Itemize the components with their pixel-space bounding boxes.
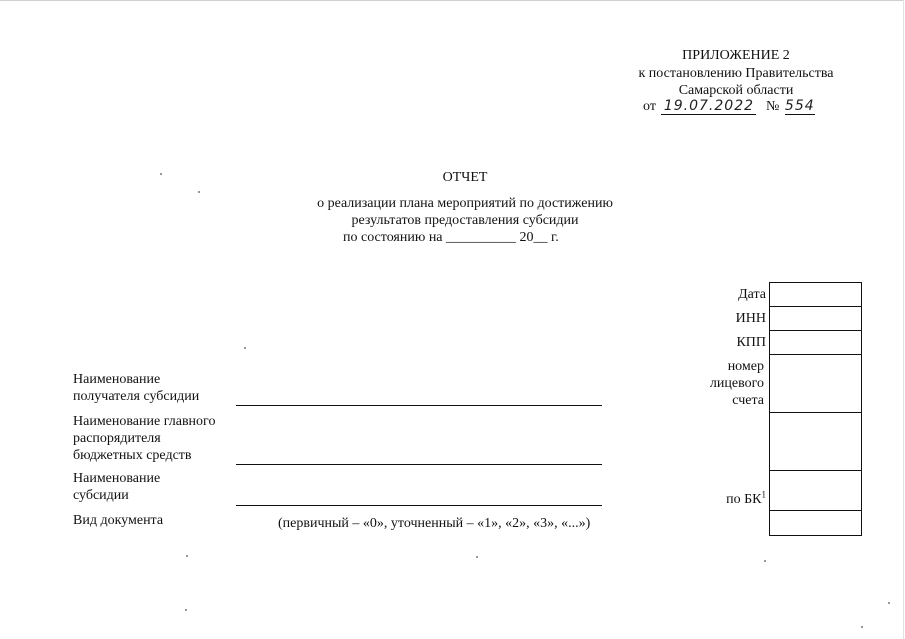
manager-label-1: Наименование главного (73, 414, 216, 429)
recipient-input-line[interactable] (236, 405, 602, 406)
year-suffix: г. (551, 230, 559, 245)
manager-label-3: бюджетных средств (73, 448, 192, 463)
page-top-edge (0, 0, 903, 1)
subsidy-label-1: Наименование (73, 471, 161, 486)
scan-speck (764, 560, 766, 562)
appendix-line-2: Самарской области (678, 83, 794, 98)
subsidy-label-2: субсидии (73, 488, 129, 503)
appendix-line-1: к постановлению Правительства (638, 66, 834, 81)
report-title: ОТЧЕТ (442, 170, 488, 185)
date-label: Дата (738, 287, 766, 302)
as-of-label: по состоянию на (343, 230, 443, 245)
report-subtitle-line-1: о реализации плана мероприятий по достижению (317, 196, 613, 211)
appendix-title: ПРИЛОЖЕНИЕ 2 (682, 48, 790, 63)
year-blank: __ (533, 230, 548, 245)
bk-label-text: по БК (726, 492, 762, 507)
codes-table (769, 282, 862, 536)
scan-speck (198, 191, 200, 193)
account-label-1: номер (727, 359, 764, 374)
inn-cell[interactable] (770, 307, 861, 331)
account-cell[interactable] (770, 355, 861, 413)
account-label-2: лицевого (709, 376, 764, 391)
scan-speck (861, 626, 863, 628)
doc-type-hint: (первичный – «0», уточненный – «1», «2», «3», «...») (278, 516, 591, 531)
year-prefix: 20 (519, 230, 534, 245)
appendix-date-row (643, 99, 815, 115)
as-of-row (343, 230, 559, 246)
number-label: № (765, 99, 780, 114)
bk-cell[interactable] (770, 471, 861, 511)
kpp-label: КПП (736, 335, 766, 350)
date-cell[interactable] (770, 283, 861, 307)
scan-speck (888, 602, 890, 604)
doc-type-label: Вид документа (73, 513, 164, 528)
scan-speck (476, 556, 478, 558)
manager-label-2: распорядителя (73, 431, 161, 446)
subsidy-input-line[interactable] (236, 505, 602, 506)
inn-label: ИНН (735, 311, 766, 326)
as-of-date-blank: __________ (446, 230, 517, 245)
scan-speck (244, 347, 246, 349)
doc-type-cell[interactable] (770, 511, 861, 535)
spare-cell[interactable] (770, 413, 861, 471)
report-subtitle-line-2: результатов предоставления субсидии (351, 213, 579, 228)
scan-speck (160, 173, 162, 175)
kpp-cell[interactable] (770, 331, 861, 355)
handwritten-number: 554 (784, 98, 815, 114)
scan-speck (186, 555, 188, 557)
bk-footnote-mark: 1 (761, 489, 766, 500)
handwritten-date: 19.07.2022 (661, 99, 756, 115)
from-label: от (643, 99, 656, 114)
recipient-label-2: получателя субсидии (73, 389, 200, 404)
scan-speck (185, 609, 187, 611)
recipient-label-1: Наименование (73, 372, 161, 387)
manager-input-line[interactable] (236, 464, 602, 465)
bk-label (680, 489, 766, 508)
account-label-3: счета (732, 393, 764, 408)
page-right-edge (903, 0, 904, 639)
